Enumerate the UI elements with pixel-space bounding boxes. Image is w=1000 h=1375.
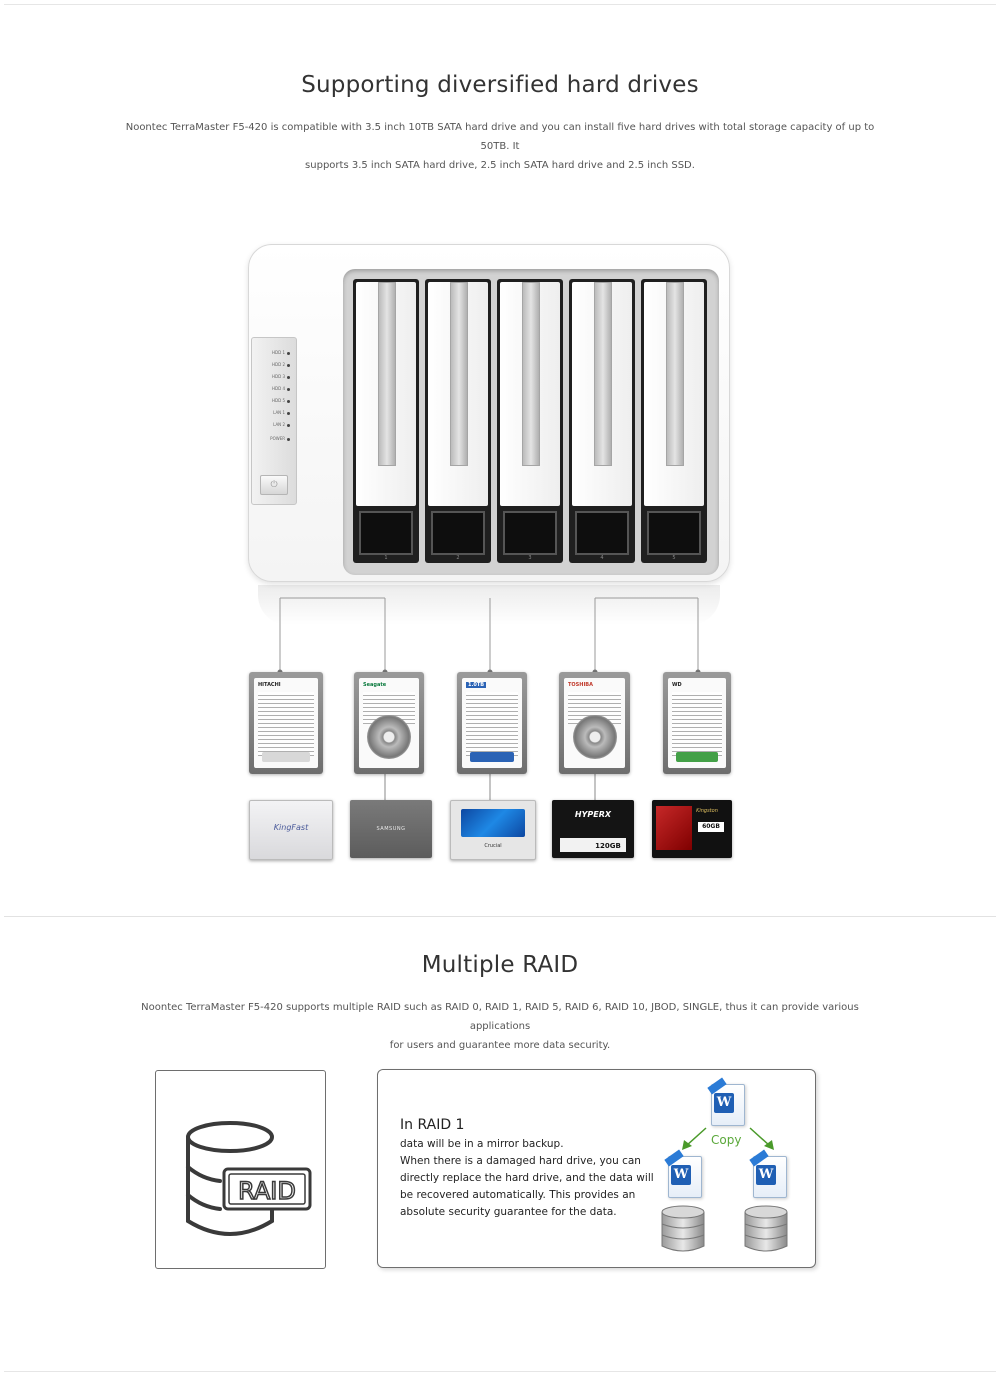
hdd-image — [354, 672, 424, 774]
drive-tray — [644, 282, 704, 506]
hdd-brand: WD — [672, 682, 682, 688]
drive-bay — [353, 279, 419, 563]
bay-number: 5 — [672, 555, 676, 561]
raid-description-line: directly replace the hard drive, and the data will — [400, 1172, 654, 1184]
led-indicator: POWER — [252, 436, 290, 442]
drive-bay — [641, 279, 707, 563]
ssd-image — [652, 800, 732, 858]
hdd-label-text-lines — [258, 692, 314, 756]
hdd-platter-graphic — [367, 715, 411, 759]
section-description-drives — [110, 118, 890, 175]
ssd-brand: HYPERX — [574, 810, 612, 819]
raid-description-line: data will be in a mirror backup. — [400, 1138, 564, 1150]
raid-logo-box — [155, 1070, 326, 1269]
section-title-drives: Supporting diversified hard drives — [301, 72, 699, 98]
led-indicator: HDD 4 — [252, 386, 290, 392]
ssd-capacity: 60GB — [702, 823, 720, 830]
section-description-raid — [110, 998, 890, 1055]
bay-number: 1 — [384, 555, 388, 561]
hdd-label-text-lines — [466, 692, 518, 756]
bay-number: 4 — [600, 555, 604, 561]
drive-bay — [425, 279, 491, 563]
led-indicator: HDD 1 — [252, 350, 290, 356]
description-line: Noontec TerraMaster F5-420 is compatible with 3.5 inch 10TB SATA hard drive and you can install five hard drives with total storage capacity of up to 50TB. It — [125, 122, 875, 152]
hdd-image — [457, 672, 527, 774]
section-divider — [4, 916, 996, 917]
hdd-sticker — [262, 752, 310, 762]
database-icon — [660, 1204, 706, 1254]
tray-handle — [522, 282, 540, 466]
led-indicator: HDD 2 — [252, 362, 290, 368]
tray-slot — [359, 511, 413, 555]
raid-logo-text: RAID — [238, 1177, 296, 1205]
led-indicator: HDD 3 — [252, 374, 290, 380]
word-letter: W — [714, 1093, 734, 1113]
section-title-raid: Multiple RAID — [421, 952, 579, 978]
description-line: supports 3.5 inch SATA hard drive, 2.5 inch SATA hard drive and 2.5 inch SSD. — [305, 160, 695, 171]
drive-tray — [356, 282, 416, 506]
raid-info-box — [377, 1069, 816, 1268]
raid-database-icon — [156, 1071, 327, 1270]
hdd-label — [462, 678, 522, 768]
bay-number: 3 — [528, 555, 532, 561]
tray-slot — [575, 511, 629, 555]
ssd-image — [552, 800, 634, 858]
hdd-brand: TOSHIBA — [568, 682, 593, 688]
ssd-image — [350, 800, 432, 858]
hdd-image — [663, 672, 731, 774]
database-icon — [743, 1204, 789, 1254]
led-indicator: HDD 5 — [252, 398, 290, 404]
tray-handle — [594, 282, 612, 466]
description-line: Noontec TerraMaster F5-420 supports multiple RAID such as RAID 0, RAID 1, RAID 5, RAID 6, RAID 10, JBOD, SINGLE, thus it can provide various applications — [141, 1002, 859, 1032]
power-button-icon: ⏻ — [260, 475, 288, 495]
bay-number: 2 — [456, 555, 460, 561]
hdd-label-text-lines — [672, 692, 722, 756]
drive-bay-frame — [343, 269, 719, 575]
word-letter: W — [756, 1165, 776, 1185]
tray-handle — [378, 282, 396, 466]
drive-tray — [428, 282, 488, 506]
ssd-label-graphic — [461, 809, 525, 837]
tray-slot — [503, 511, 557, 555]
led-indicator: LAN 1 — [252, 410, 290, 416]
hdd-brand: Seagate — [363, 682, 387, 688]
led-indicator: LAN 2 — [252, 422, 290, 428]
hdd-label — [254, 678, 318, 768]
hdd-sticker — [676, 752, 718, 762]
bottom-border-line — [4, 1371, 996, 1372]
hdd-brand: 1.0TB — [468, 682, 485, 688]
raid-description-line: When there is a damaged hard drive, you can — [400, 1155, 641, 1167]
drive-bay — [497, 279, 563, 563]
hdd-brand: HITACHI — [258, 682, 281, 688]
tray-slot — [431, 511, 485, 555]
ssd-image — [249, 800, 333, 860]
hdd-platter-graphic — [573, 715, 617, 759]
hdd-image — [559, 672, 630, 774]
top-border-line — [4, 4, 996, 5]
raid-mode-title: In RAID 1 — [400, 1117, 465, 1133]
word-letter: W — [671, 1165, 691, 1185]
tray-handle — [450, 282, 468, 466]
description-line: for users and guarantee more data security. — [389, 1040, 611, 1051]
hdd-sticker — [470, 752, 514, 762]
ssd-brand: Kingston — [696, 808, 718, 814]
copy-label: Copy — [711, 1133, 742, 1147]
ssd-brand: Crucial — [484, 843, 502, 849]
ssd-brand: SAMSUNG — [376, 826, 406, 832]
drive-tray — [572, 282, 632, 506]
ssd-image — [450, 800, 536, 860]
hdd-image — [249, 672, 323, 774]
raid-description-line: absolute security guarantee for the data. — [400, 1206, 617, 1218]
led-panel — [251, 337, 297, 505]
raid-description-line: be recovered automatically. This provides an — [400, 1189, 636, 1201]
hdd-label — [359, 678, 419, 768]
drive-tray — [500, 282, 560, 506]
hdd-label — [564, 678, 625, 768]
ssd-capacity: 120GB — [595, 842, 621, 850]
drive-bay — [569, 279, 635, 563]
hdd-label — [668, 678, 726, 768]
nas-device-image — [248, 244, 730, 582]
tray-slot — [647, 511, 701, 555]
tray-handle — [666, 282, 684, 466]
ssd-brand: KingFast — [273, 823, 309, 832]
